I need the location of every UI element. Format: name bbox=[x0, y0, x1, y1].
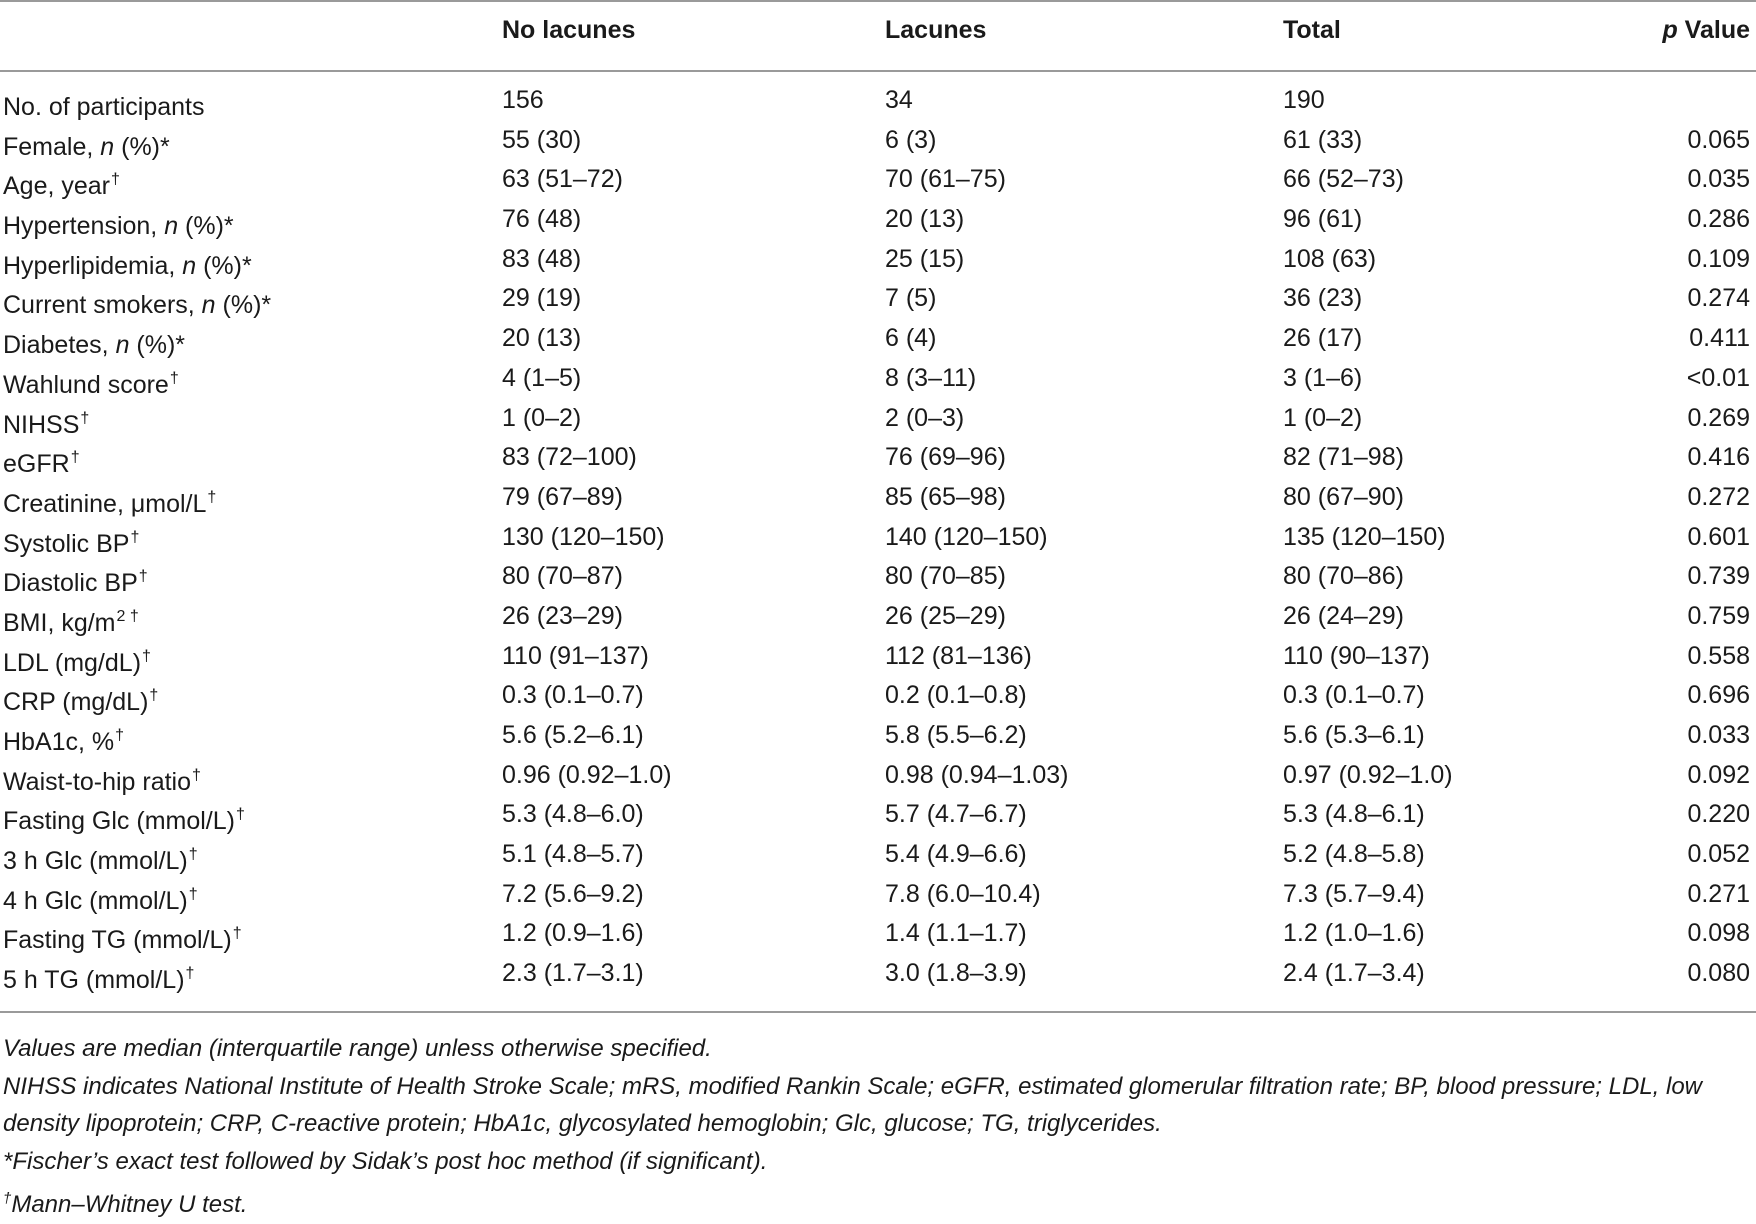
row-label-rest: (%)* bbox=[178, 212, 234, 241]
row-label-text: Fasting TG (mmol/L) bbox=[3, 926, 232, 955]
p-value: 0.109 bbox=[1687, 244, 1750, 273]
total-value: 80 (67–90) bbox=[1283, 482, 1404, 511]
p-value: 0.035 bbox=[1687, 165, 1750, 194]
row-label-text: eGFR bbox=[3, 450, 70, 479]
total-value: 0.97 (0.92–1.0) bbox=[1283, 760, 1453, 789]
p-value: 0.080 bbox=[1687, 959, 1750, 988]
row-label-text: 4 h Glc (mmol/L) bbox=[3, 886, 188, 915]
table-row bbox=[0, 279, 1756, 319]
p-value: 0.759 bbox=[1687, 601, 1750, 630]
table-row bbox=[0, 438, 1756, 478]
p-value: 0.696 bbox=[1687, 681, 1750, 710]
row-label-italic: n bbox=[100, 132, 115, 161]
footnote-values: Values are median (interquartile range) unless otherwise specified. bbox=[3, 1035, 712, 1062]
total-value: 80 (70–86) bbox=[1283, 562, 1404, 591]
row-label-text: Diastolic BP bbox=[3, 569, 138, 598]
total-value: 1 (0–2) bbox=[1283, 403, 1363, 432]
total-value: 3 (1–6) bbox=[1283, 363, 1363, 392]
p-value: 0.272 bbox=[1687, 482, 1750, 511]
row-label-footnote-mark: † bbox=[188, 846, 198, 864]
row-label-footnote-mark: † bbox=[232, 925, 242, 943]
lacunes-value: 6 (4) bbox=[885, 324, 937, 353]
row-label-rest: (%)* bbox=[114, 132, 170, 161]
no-lacunes-value: 79 (67–89) bbox=[502, 482, 623, 511]
row-label-rest: (%)* bbox=[196, 251, 252, 280]
lacunes-value: 2 (0–3) bbox=[885, 403, 965, 432]
lacunes-value: 5.7 (4.7–6.7) bbox=[885, 800, 1027, 829]
p-value: 0.411 bbox=[1689, 324, 1750, 353]
table-footnotes bbox=[3, 1030, 1751, 1224]
no-lacunes-value: 156 bbox=[502, 86, 544, 114]
lacunes-value: 1.4 (1.1–1.7) bbox=[885, 919, 1027, 948]
row-label-italic: n bbox=[201, 291, 216, 320]
table-row bbox=[0, 756, 1756, 796]
table-row bbox=[0, 478, 1756, 518]
total-value: 5.6 (5.3–6.1) bbox=[1283, 721, 1425, 749]
header-p-value bbox=[1662, 16, 1750, 45]
row-label-text: Female, bbox=[3, 132, 101, 161]
p-value: 0.271 bbox=[1687, 879, 1750, 908]
row-label-footnote-mark: † bbox=[111, 171, 120, 189]
p-value: 0.416 bbox=[1687, 443, 1750, 472]
footnote-dagger-mark: † bbox=[3, 1190, 12, 1207]
row-label-footnote-mark: 2 † bbox=[116, 607, 139, 625]
p-value: 0.601 bbox=[1687, 522, 1750, 551]
lacunes-value: 6 (3) bbox=[885, 125, 937, 154]
p-value: 0.269 bbox=[1687, 403, 1750, 432]
table-header-rule bbox=[0, 70, 1756, 72]
table-top-rule bbox=[0, 0, 1756, 2]
total-value: 7.3 (5.7–9.4) bbox=[1283, 879, 1425, 908]
lacunes-value: 25 (15) bbox=[885, 244, 965, 273]
p-value: 0.092 bbox=[1687, 760, 1750, 789]
p-value: 0.052 bbox=[1687, 840, 1750, 869]
row-label-footnote-mark: † bbox=[192, 766, 201, 784]
table-row bbox=[0, 637, 1756, 677]
row-label-italic: n bbox=[164, 212, 179, 241]
lacunes-value: 140 (120–150) bbox=[885, 522, 1048, 551]
no-lacunes-value: 29 (19) bbox=[502, 284, 582, 313]
row-label-text: HbA1c, % bbox=[3, 728, 115, 756]
row-label-text: NIHSS bbox=[3, 410, 80, 439]
row-label-footnote-mark: † bbox=[149, 687, 159, 705]
total-value: 110 (90–137) bbox=[1283, 641, 1430, 670]
total-value: 5.3 (4.8–6.1) bbox=[1283, 800, 1425, 829]
row-label-text: Creatinine, μmol/L bbox=[3, 489, 207, 518]
lacunes-value: 85 (65–98) bbox=[885, 482, 1006, 511]
no-lacunes-value: 5.3 (4.8–6.0) bbox=[502, 800, 644, 829]
row-label-italic: n bbox=[182, 251, 197, 280]
table-row bbox=[0, 597, 1756, 637]
header-total: Total bbox=[1283, 16, 1341, 44]
total-value: 61 (33) bbox=[1283, 125, 1363, 154]
table-row bbox=[0, 160, 1756, 200]
row-label-footnote-mark: † bbox=[235, 806, 245, 824]
header-no-lacunes: No lacunes bbox=[502, 16, 636, 44]
row-label-text: Systolic BP bbox=[3, 529, 130, 558]
no-lacunes-value: 76 (48) bbox=[502, 205, 582, 234]
row-label-footnote-mark: † bbox=[130, 528, 140, 546]
lacunes-value: 7.8 (6.0–10.4) bbox=[885, 879, 1041, 908]
p-value: 0.033 bbox=[1687, 721, 1750, 749]
row-label-footnote-mark: † bbox=[188, 885, 198, 903]
row-label-text: 3 h Glc (mmol/L) bbox=[3, 847, 188, 876]
row-label-footnote-mark: † bbox=[207, 488, 217, 506]
table-row bbox=[0, 240, 1756, 280]
no-lacunes-value: 5.6 (5.2–6.1) bbox=[502, 721, 644, 749]
row-label-text: Wahlund score bbox=[3, 370, 169, 399]
footnote-abbreviations: NIHSS indicates National Institute of Health Stroke Scale; mRS, modified Rankin Scale; eGFR, estimated glomerular filtration rate; BP, blood pressure; LDL, low density lipoprotein; CRP, C-reactive protein; HbA1c, glycosylated hemoglobin; Glc, glucose; TG, triglycerides. bbox=[3, 1072, 1703, 1137]
table-bottom-rule bbox=[0, 1011, 1756, 1013]
header-p-italic: p bbox=[1662, 16, 1678, 44]
row-label-footnote-mark: † bbox=[70, 449, 80, 467]
row-label-footnote-mark: † bbox=[185, 965, 195, 983]
lacunes-value: 70 (61–75) bbox=[885, 165, 1006, 194]
p-value: <0.01 bbox=[1686, 363, 1750, 392]
footnote-star: *Fischer’s exact test followed by Sidak’s post hoc method (if significant). bbox=[3, 1147, 768, 1175]
row-label-rest: (%)* bbox=[129, 331, 186, 360]
row-label-text: Hypertension, bbox=[3, 212, 165, 241]
table-row bbox=[0, 676, 1756, 716]
row-label-text: 5 h TG (mmol/L) bbox=[3, 966, 185, 995]
row-label-text: Fasting Glc (mmol/L) bbox=[3, 807, 235, 836]
no-lacunes-value: 63 (51–72) bbox=[502, 165, 623, 194]
row-label-footnote-mark: † bbox=[138, 568, 148, 586]
lacunes-value: 0.2 (0.1–0.8) bbox=[885, 681, 1027, 710]
no-lacunes-value: 2.3 (1.7–3.1) bbox=[502, 959, 644, 988]
p-value: 0.065 bbox=[1687, 125, 1750, 154]
table-row bbox=[0, 121, 1756, 161]
lacunes-value: 20 (13) bbox=[885, 205, 965, 234]
total-value: 96 (61) bbox=[1283, 205, 1363, 234]
table-row bbox=[0, 200, 1756, 240]
table-body bbox=[0, 81, 1756, 994]
p-value: 0.220 bbox=[1687, 800, 1750, 829]
total-value: 26 (24–29) bbox=[1283, 601, 1404, 630]
lacunes-value: 8 (3–11) bbox=[885, 363, 977, 392]
table-row bbox=[0, 875, 1756, 915]
table-row bbox=[0, 399, 1756, 439]
table-row bbox=[0, 557, 1756, 597]
total-value: 0.3 (0.1–0.7) bbox=[1283, 681, 1425, 710]
row-label bbox=[3, 954, 194, 1001]
total-value: 5.2 (4.8–5.8) bbox=[1283, 840, 1425, 869]
p-value: 0.286 bbox=[1687, 205, 1750, 234]
p-value: 0.558 bbox=[1687, 641, 1750, 670]
no-lacunes-value: 0.96 (0.92–1.0) bbox=[502, 760, 672, 789]
no-lacunes-value: 26 (23–29) bbox=[502, 601, 623, 630]
row-label-text: Waist-to-hip ratio bbox=[3, 767, 192, 796]
no-lacunes-value: 80 (70–87) bbox=[502, 562, 623, 591]
no-lacunes-value: 55 (30) bbox=[502, 125, 582, 154]
row-label-text: Hyperlipidemia, bbox=[3, 251, 183, 280]
row-label-footnote-mark: † bbox=[142, 647, 151, 665]
header-value-text: Value bbox=[1677, 16, 1750, 44]
no-lacunes-value: 110 (91–137) bbox=[502, 641, 649, 670]
total-value: 26 (17) bbox=[1283, 324, 1363, 353]
no-lacunes-value: 1 (0–2) bbox=[502, 403, 582, 432]
no-lacunes-value: 20 (13) bbox=[502, 324, 582, 353]
header-lacunes: Lacunes bbox=[885, 16, 987, 44]
table-row bbox=[0, 81, 1756, 121]
no-lacunes-value: 1.2 (0.9–1.6) bbox=[502, 919, 644, 948]
no-lacunes-value: 7.2 (5.6–9.2) bbox=[502, 879, 644, 908]
row-label-text: Diabetes, bbox=[3, 331, 116, 360]
row-label-text: BMI, kg/m bbox=[3, 608, 116, 637]
total-value: 36 (23) bbox=[1283, 284, 1363, 313]
p-value: 0.098 bbox=[1687, 919, 1750, 948]
lacunes-value: 112 (81–136) bbox=[885, 641, 1032, 670]
row-label-text: CRP (mg/dL) bbox=[3, 688, 149, 717]
row-label-text: Age, year bbox=[3, 172, 111, 201]
row-label-text: No. of participants bbox=[3, 93, 205, 121]
total-value: 66 (52–73) bbox=[1283, 165, 1404, 194]
row-label-text: LDL (mg/dL) bbox=[3, 648, 142, 677]
total-value: 1.2 (1.0–1.6) bbox=[1283, 919, 1425, 948]
row-label-text: Current smokers, bbox=[3, 291, 202, 320]
p-value: 0.274 bbox=[1687, 284, 1750, 313]
total-value: 108 (63) bbox=[1283, 244, 1377, 273]
table-row bbox=[0, 954, 1756, 994]
table-row bbox=[0, 835, 1756, 875]
table-row bbox=[0, 319, 1756, 359]
table-row bbox=[0, 359, 1756, 399]
no-lacunes-value: 5.1 (4.8–5.7) bbox=[502, 840, 644, 869]
lacunes-value: 0.98 (0.94–1.03) bbox=[885, 760, 1069, 789]
row-label-footnote-mark: † bbox=[169, 369, 179, 387]
footnote-dagger bbox=[3, 1180, 1751, 1224]
total-value: 2.4 (1.7–3.4) bbox=[1283, 959, 1425, 988]
row-label-rest: (%)* bbox=[215, 291, 272, 320]
no-lacunes-value: 83 (48) bbox=[502, 244, 582, 273]
table-row bbox=[0, 518, 1756, 558]
lacunes-value: 80 (70–85) bbox=[885, 562, 1006, 591]
lacunes-value: 5.8 (5.5–6.2) bbox=[885, 721, 1027, 749]
total-value: 82 (71–98) bbox=[1283, 443, 1404, 472]
no-lacunes-value: 130 (120–150) bbox=[502, 522, 665, 551]
lacunes-value: 5.4 (4.9–6.6) bbox=[885, 840, 1027, 869]
no-lacunes-value: 4 (1–5) bbox=[502, 363, 582, 392]
row-label-footnote-mark: † bbox=[115, 727, 125, 744]
lacunes-value: 7 (5) bbox=[885, 284, 937, 313]
total-value: 190 bbox=[1283, 86, 1325, 114]
lacunes-value: 76 (69–96) bbox=[885, 443, 1006, 472]
lacunes-value: 34 bbox=[885, 86, 913, 114]
row-label-footnote-mark: † bbox=[80, 409, 90, 427]
total-value: 135 (120–150) bbox=[1283, 522, 1446, 551]
table-row bbox=[0, 716, 1756, 756]
footnote-dagger-text: Mann–Whitney U test. bbox=[11, 1191, 248, 1218]
table-header-row bbox=[0, 16, 1756, 56]
table-row bbox=[0, 795, 1756, 835]
no-lacunes-value: 0.3 (0.1–0.7) bbox=[502, 681, 644, 710]
no-lacunes-value: 83 (72–100) bbox=[502, 443, 637, 472]
lacunes-value: 3.0 (1.8–3.9) bbox=[885, 959, 1027, 988]
row-label-italic: n bbox=[115, 331, 130, 360]
p-value: 0.739 bbox=[1687, 562, 1750, 591]
lacunes-value: 26 (25–29) bbox=[885, 601, 1006, 630]
table-row bbox=[0, 914, 1756, 954]
